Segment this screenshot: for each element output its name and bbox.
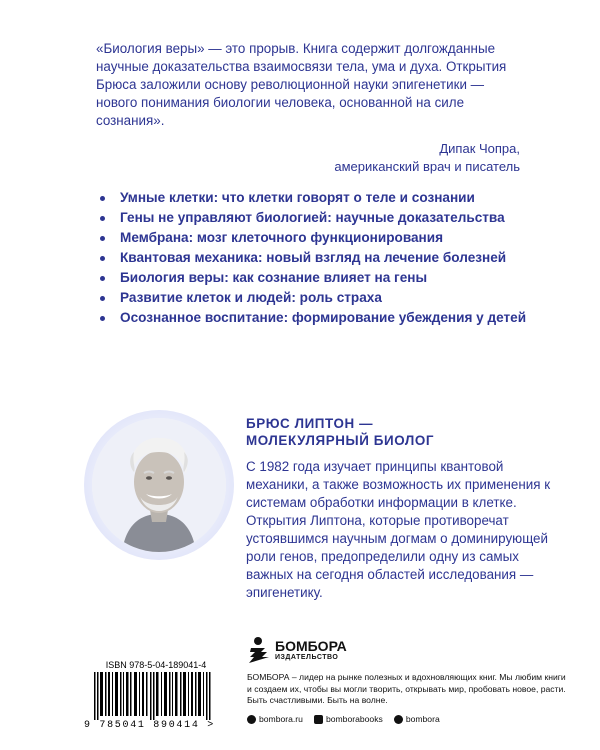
list-item — [100, 289, 540, 307]
list-item — [100, 269, 540, 287]
list-item-text: Гены не управляют биологией: научные доказательства — [120, 210, 505, 225]
bombora-logo-icon — [247, 636, 271, 664]
social-label: bomborabooks — [325, 714, 383, 724]
publisher-subtitle: ИЗДАТЕЛЬСТВО — [275, 654, 339, 661]
bullet-icon — [100, 216, 105, 221]
publisher-name: БОМБОРА — [275, 638, 347, 654]
list-item — [100, 249, 540, 267]
list-item — [100, 309, 540, 327]
isbn-barcode-block — [84, 660, 228, 738]
list-item — [100, 229, 540, 247]
bullet-icon — [100, 196, 105, 201]
quote-author-role: американский врач и писатель — [334, 159, 520, 174]
author-heading — [246, 415, 546, 449]
publisher-logo — [247, 636, 377, 666]
barcode-digits: 9 785041 890414 > — [84, 720, 215, 731]
list-item-text: Квантовая механика: новый взгляд на лечение болезней — [120, 250, 507, 265]
isbn-label: ISBN 978-5-04-189041-4 — [105, 660, 207, 670]
bullet-icon — [100, 316, 105, 321]
list-item-text: Умные клетки: что клетки говорят о теле и сознании — [120, 190, 475, 205]
social-label: bombora — [405, 714, 440, 724]
topics-list — [100, 189, 540, 329]
bullet-icon — [100, 236, 105, 241]
bullet-icon — [100, 296, 105, 301]
author-bio: С 1982 года изучает принципы квантовой механики, а также возможность их применения к системам обработки информации в клетке. Открытия Липтона, которые противоречат устоявшимся научным догмам о доминирующей роли генов, предопределили одну из самых важных на сегодня областей исследования — эпигенетику. — [246, 459, 551, 600]
testimonial-quote: «Биология веры» — это прорыв. Книга содержит долгожданные научные доказательства взаимосвязи тела, ума и духа. Открытия Брюса заложили основу революционной науки эпигенетики — нового понимания биологии человека, основанной на силе сознания». — [96, 41, 507, 128]
list-item-text: Мембрана: мозг клеточного функционирования — [120, 230, 444, 245]
list-item-text: Биология веры: как сознание влияет на гены — [120, 270, 428, 285]
list-item — [100, 189, 540, 207]
bullet-icon — [100, 256, 105, 261]
social-telegram[interactable] — [394, 714, 440, 724]
globe-icon — [247, 715, 256, 724]
social-website[interactable] — [247, 714, 303, 724]
bullet-icon — [100, 276, 105, 281]
author-portrait-icon — [92, 418, 226, 552]
publisher-socials — [247, 714, 440, 724]
barcode-icon — [84, 672, 228, 720]
list-item — [100, 209, 540, 227]
social-vk[interactable] — [314, 714, 383, 724]
author-photo — [92, 418, 226, 552]
publisher-description: БОМБОРА – лидер на рынке полезных и вдохновляющих книг. Мы любим книги и создаем их, чтобы вы могли творить, открывать мир, пробовать новое, расти. Быть счастливыми. Быть на волне. — [247, 672, 566, 706]
author-heading-line2: МОЛЕКУЛЯРНЫЙ БИОЛОГ — [246, 433, 435, 448]
telegram-icon — [394, 715, 403, 724]
vk-icon — [314, 715, 323, 724]
list-item-text: Развитие клеток и людей: роль страха — [120, 290, 382, 305]
social-label: bombora.ru — [259, 714, 303, 724]
quote-author-name: Дипак Чопра, — [439, 141, 520, 156]
quote-attribution — [260, 140, 520, 176]
list-item-text: Осознанное воспитание: формирование убеждения у детей — [120, 310, 527, 325]
author-heading-line1: БРЮС ЛИПТОН — — [246, 416, 374, 431]
